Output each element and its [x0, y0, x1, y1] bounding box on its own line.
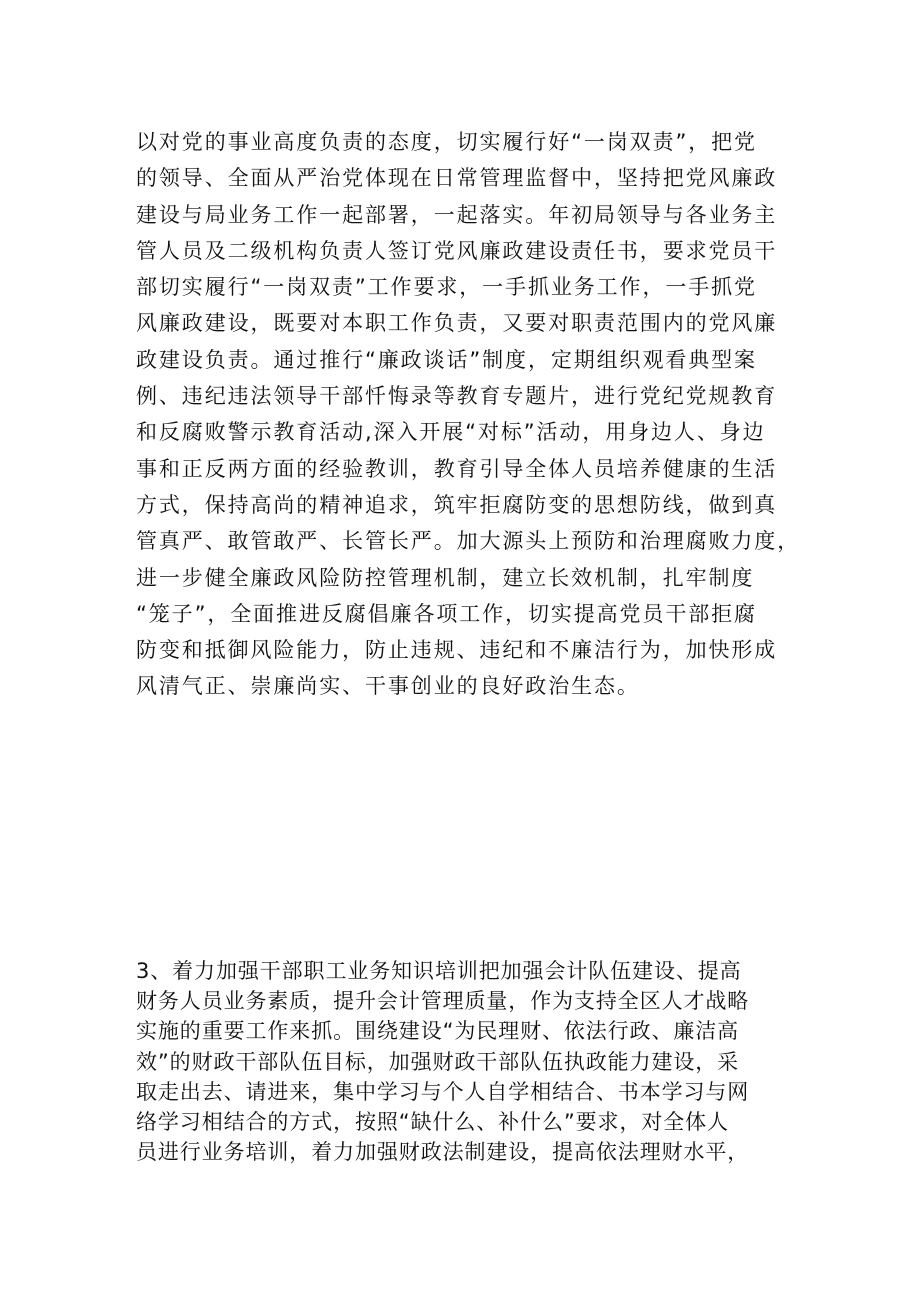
- text-line: 防变和抵御风险能力，防止违规、违纪和不廉洁行为，加快形成: [136, 638, 778, 663]
- text-line: 3、着力加强干部职工业务知识培训把加强会计队伍建设、提高: [136, 959, 742, 983]
- text-line: 建设与局业务工作一起部署，一起落实。年初局领导与各业务主: [136, 202, 778, 227]
- text-line: 财务人员业务素质，提升会计管理质量，作为支持全区人才战略: [136, 989, 750, 1014]
- text-line: 事和正反两方面的经验教训，教育引导全体人员培养健康的生活: [136, 456, 778, 481]
- text-line: 政建设负责。通过推行“廉政谈话”制度，定期组织观看典型案: [136, 347, 757, 372]
- text-line: 实施的重要工作来抓。围绕建设“为民理财、依法行政、廉洁高: [136, 1019, 740, 1044]
- text-line: 部切实履行“一岗双责”工作要求，一手抓业务工作，一手抓党: [136, 275, 757, 300]
- text-line: 管人员及二级机构负责人签订党风廉政建设责任书，要求党员干: [136, 238, 778, 263]
- text-line: 取走出去、请进来，集中学习与个人自学相结合、书本学习与网: [136, 1079, 750, 1104]
- text-line: 员进行业务培训，着力加强财政法制建设，提高依法理财水平，: [136, 1140, 750, 1165]
- text-line: 例、违纪违法领导干部忏悔录等教育专题片，进行党纪党规教育: [136, 384, 778, 409]
- text-line: 效”的财政干部队伍目标，加强财政干部队伍执政能力建设，采: [136, 1049, 740, 1074]
- text-line: 进一步健全廉政风险防控管理机制，建立长效机制，扎牢制度: [136, 565, 755, 590]
- text-line: 络学习相结合的方式，按照“缺什么、补什么”要求，对全体人: [136, 1109, 729, 1134]
- paragraph-party-conduct: [136, 124, 816, 705]
- text-line: 风廉政建设，既要对本职工作负责，又要对职责范围内的党风廉: [136, 311, 778, 336]
- text-line: “笼子”，全面推进反腐倡廉各项工作，切实提高党员干部拒腐: [136, 601, 757, 626]
- text-line: 的领导、全面从严治党体现在日常管理监督中，坚持把党风廉政: [136, 166, 778, 191]
- text-line: 和反腐败警示教育活动,深入开展“对标”活动，用身边人、身边: [136, 420, 766, 445]
- text-line: 风清气正、崇廉尚实、干事创业的良好政治生态。: [136, 674, 640, 699]
- text-line: 以对党的事业高度负责的态度，切实履行好“一岗双责”，把党: [136, 130, 757, 154]
- text-line: 方式，保持高尚的精神追求，筑牢拒腐防变的思想防线，做到真: [136, 492, 778, 517]
- text-line: 管真严、敢管敢严、长管长严。加大源头上预防和治理腐败力度，: [136, 529, 801, 554]
- paragraph-staff-training: [136, 956, 816, 1167]
